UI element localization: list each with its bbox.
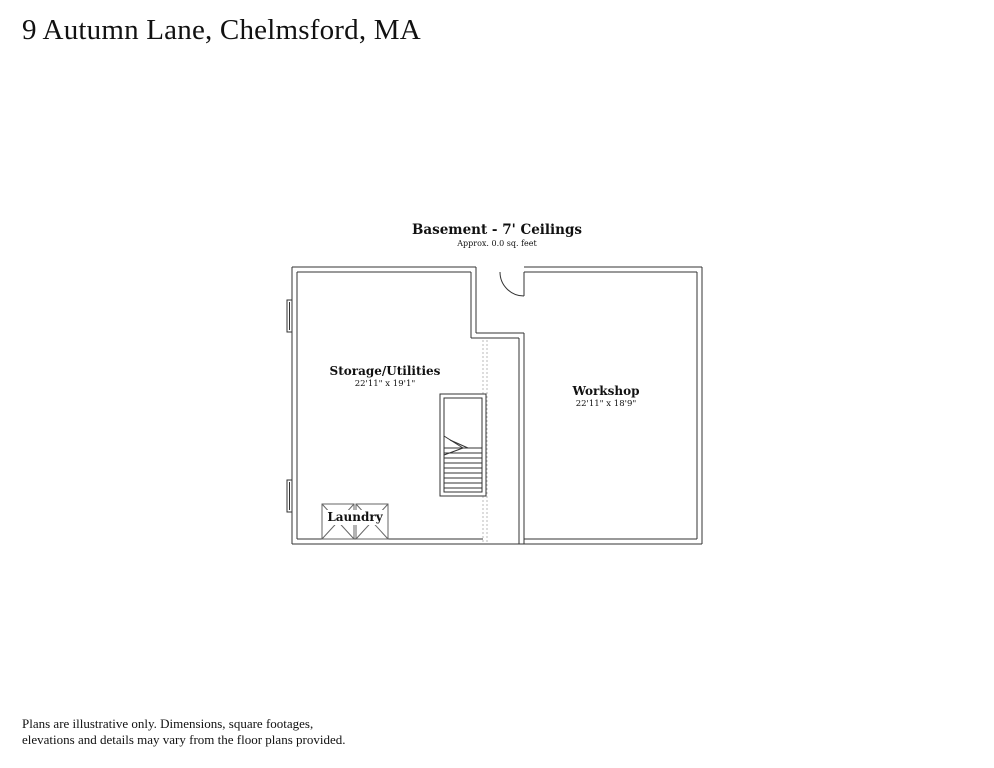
room-dims-workshop: 22'11" x 18'9" bbox=[575, 399, 637, 409]
property-address: 9 Autumn Lane, Chelmsford, MA bbox=[22, 14, 421, 46]
window-left-upper bbox=[287, 300, 292, 332]
room-dims-storage: 22'11" x 19'1" bbox=[354, 379, 416, 389]
disclaimer-line-1: Plans are illustrative only. Dimensions, square footages, bbox=[22, 716, 314, 731]
room-name-workshop: Workshop bbox=[572, 384, 640, 398]
floor-area-label: Approx. 0.0 sq. feet bbox=[457, 239, 537, 248]
staircase bbox=[440, 394, 486, 496]
floor-level-title: Basement - 7' Ceilings bbox=[411, 222, 583, 238]
room-name-laundry: Laundry bbox=[327, 510, 383, 524]
door-swing bbox=[500, 272, 524, 296]
exterior-walls bbox=[292, 267, 702, 544]
room-name-storage: Storage/Utilities bbox=[329, 364, 441, 378]
disclaimer bbox=[22, 716, 345, 748]
disclaimer-line-2: elevations and details may vary from the floor plans provided. bbox=[22, 732, 346, 747]
window-left-lower bbox=[287, 480, 292, 512]
